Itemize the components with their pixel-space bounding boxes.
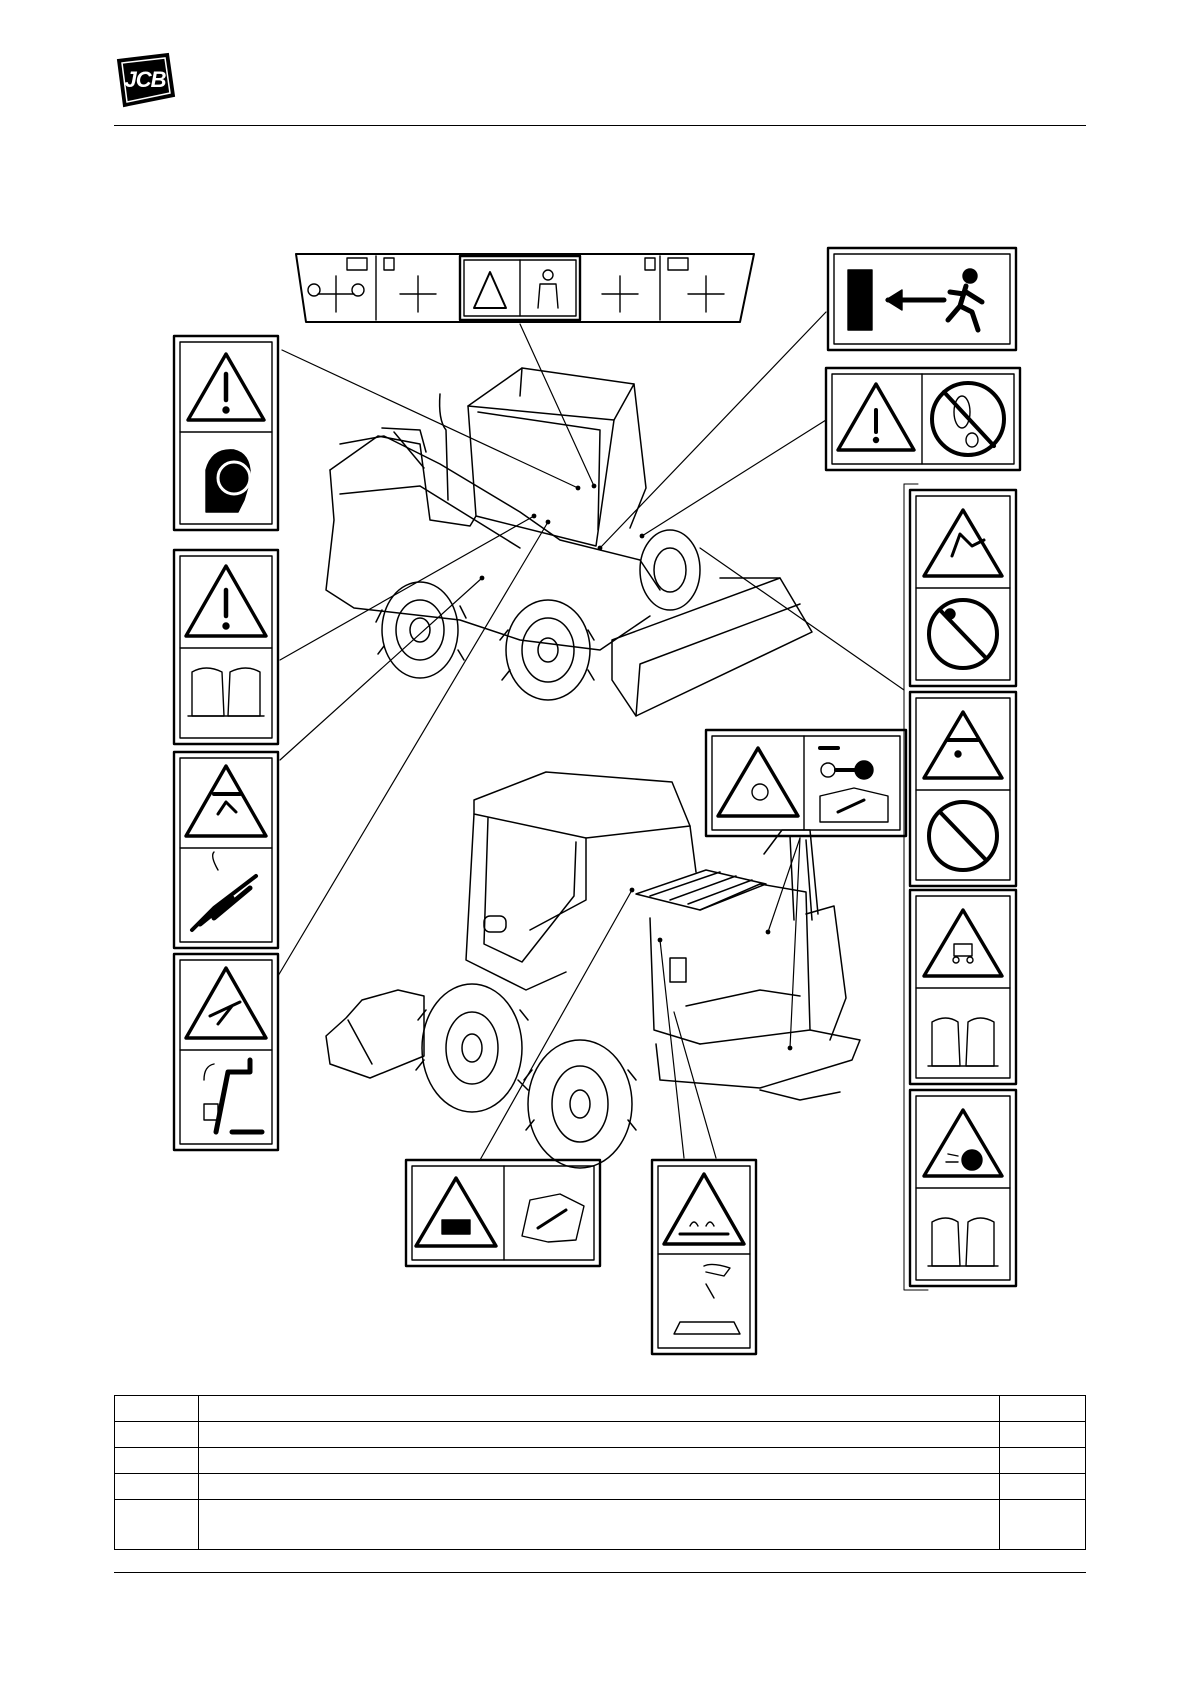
- table-cell: [199, 1500, 1000, 1550]
- decal-parts-table: [114, 1395, 1086, 1550]
- machine-front-view: [326, 368, 812, 716]
- joystick-arrows-3: [602, 276, 638, 312]
- table-cell: [115, 1422, 199, 1448]
- table-cell: [1000, 1474, 1086, 1500]
- battery-hazard-decal: [406, 1160, 600, 1266]
- table-row: [115, 1448, 1086, 1474]
- table-cell: [115, 1448, 199, 1474]
- table-row: [115, 1422, 1086, 1448]
- table-cell: [199, 1448, 1000, 1474]
- hydraulic-hazard-decal: [174, 954, 278, 1150]
- no-step-decal: [826, 368, 1020, 470]
- table-row: [115, 1396, 1086, 1422]
- emergency-exit-decal: [828, 248, 1016, 350]
- footer-rule: [114, 1572, 1086, 1573]
- table-cell: [1000, 1396, 1086, 1422]
- table-row: [115, 1500, 1086, 1550]
- lift-arm-lock-decal: [174, 752, 278, 948]
- table-cell: [115, 1396, 199, 1422]
- hot-surface-decal: [652, 1160, 756, 1354]
- table-cell: [199, 1474, 1000, 1500]
- table-cell: [199, 1396, 1000, 1422]
- read-manual-left-decal: [174, 550, 278, 744]
- machine-rear-view: [326, 772, 860, 1168]
- crush-hazard-right-decal: [910, 692, 1016, 886]
- logo-text: JCB: [124, 67, 166, 92]
- table-cell: [1000, 1448, 1086, 1474]
- joystick-arrows-1: [308, 276, 364, 312]
- joystick-arrows-4: [688, 276, 724, 312]
- table-row: [115, 1474, 1086, 1500]
- table-cell: [1000, 1422, 1086, 1448]
- ear-protection-decal: [174, 336, 278, 530]
- rollover-decal: [910, 890, 1016, 1084]
- table-cell: [1000, 1500, 1086, 1550]
- flying-debris-decal: [910, 1090, 1016, 1286]
- table-cell: [115, 1500, 199, 1550]
- control-pattern-decal: [296, 254, 754, 322]
- crush-body-decal: [910, 490, 1016, 686]
- table-cell: [199, 1422, 1000, 1448]
- joystick-arrows-2: [400, 276, 436, 312]
- table-cell: [115, 1474, 199, 1500]
- remove-key-decal: [706, 730, 906, 836]
